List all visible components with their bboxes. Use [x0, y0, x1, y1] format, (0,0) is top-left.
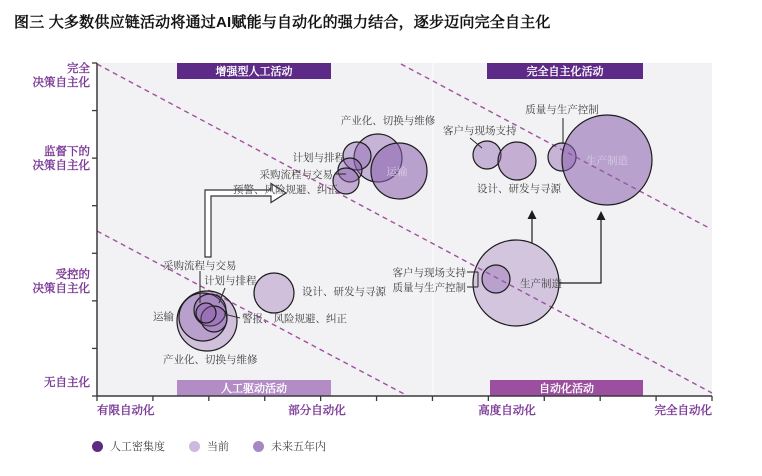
quadrant-label: 自动化活动 — [539, 383, 594, 395]
x-axis-label: 完全自动化 — [654, 405, 712, 417]
legend-item-current — [189, 438, 229, 454]
bubble-label: 设计、研发与寻源 — [302, 286, 386, 298]
bubble-label: 计划与排程 — [292, 152, 345, 164]
bubble-label: 生产制造 — [520, 278, 562, 290]
legend-item-labor-intensity — [92, 438, 165, 454]
y-axis-label: 无自主化 — [44, 377, 90, 389]
legend-label: 当前 — [207, 441, 229, 453]
bubble-label: 生产制造 — [586, 155, 628, 167]
bubble — [482, 265, 510, 293]
legend — [92, 438, 326, 454]
bubble-label: 计划与排程 — [204, 275, 257, 287]
next-five-years-dot-icon — [253, 441, 264, 452]
x-axis-label: 有限自动化 — [97, 405, 155, 417]
y-axis-label: 决策自主化 — [32, 77, 90, 89]
x-axis-label: 高度自动化 — [478, 405, 536, 417]
bubble-label: 质量与生产控制 — [392, 282, 466, 294]
y-axis-label: 决策自主化 — [32, 160, 90, 172]
bubble-label: 采购流程与交易 — [163, 260, 237, 272]
y-axis-label: 监督下的 — [44, 146, 90, 158]
legend-label: 未来五年内 — [271, 441, 326, 453]
bubble-label: 运输 — [386, 166, 408, 178]
figure-title: 图三 大多数供应链活动将通过AI赋能与自动化的强力结合，逐步迈向完全自主化 — [14, 14, 551, 31]
bubble-label: 预警、风险规避、纠正 — [233, 184, 338, 196]
bubble — [196, 303, 216, 323]
quadrant-label: 增强型人工活动 — [215, 66, 293, 78]
bubble — [473, 141, 501, 169]
bubble-label: 运输 — [153, 311, 174, 323]
bubble-label: 警报、风险规避、纠正 — [242, 313, 347, 325]
y-axis-label: 完全 — [67, 63, 90, 75]
bubble-label: 设计、研发与寻源 — [477, 183, 561, 195]
bubble-label: 客户与现场支持 — [443, 125, 517, 137]
bubble-label: 采购流程与交易 — [259, 169, 333, 181]
legend-item-next-five-years — [253, 438, 326, 454]
y-axis-label: 受控的 — [55, 269, 90, 281]
bubble — [498, 142, 536, 180]
current-dot-icon — [189, 441, 200, 452]
quadrant-label: 人工驱动活动 — [221, 383, 287, 395]
bubble-label: 产业化、切换与维修 — [163, 354, 258, 366]
legend-label: 人工密集度 — [110, 441, 165, 453]
bubble — [254, 273, 294, 313]
y-axis-label: 决策自主化 — [32, 283, 90, 295]
bubble-label: 质量与生产控制 — [525, 104, 599, 116]
plot-area — [97, 63, 712, 396]
quadrant-label: 完全自主化活动 — [526, 66, 604, 78]
x-axis-label: 部分自动化 — [288, 405, 346, 417]
labor-intensity-dot-icon — [92, 441, 103, 452]
bubble-label: 客户与现场支持 — [392, 267, 466, 279]
bubble-label: 产业化、切换与维修 — [340, 115, 436, 127]
